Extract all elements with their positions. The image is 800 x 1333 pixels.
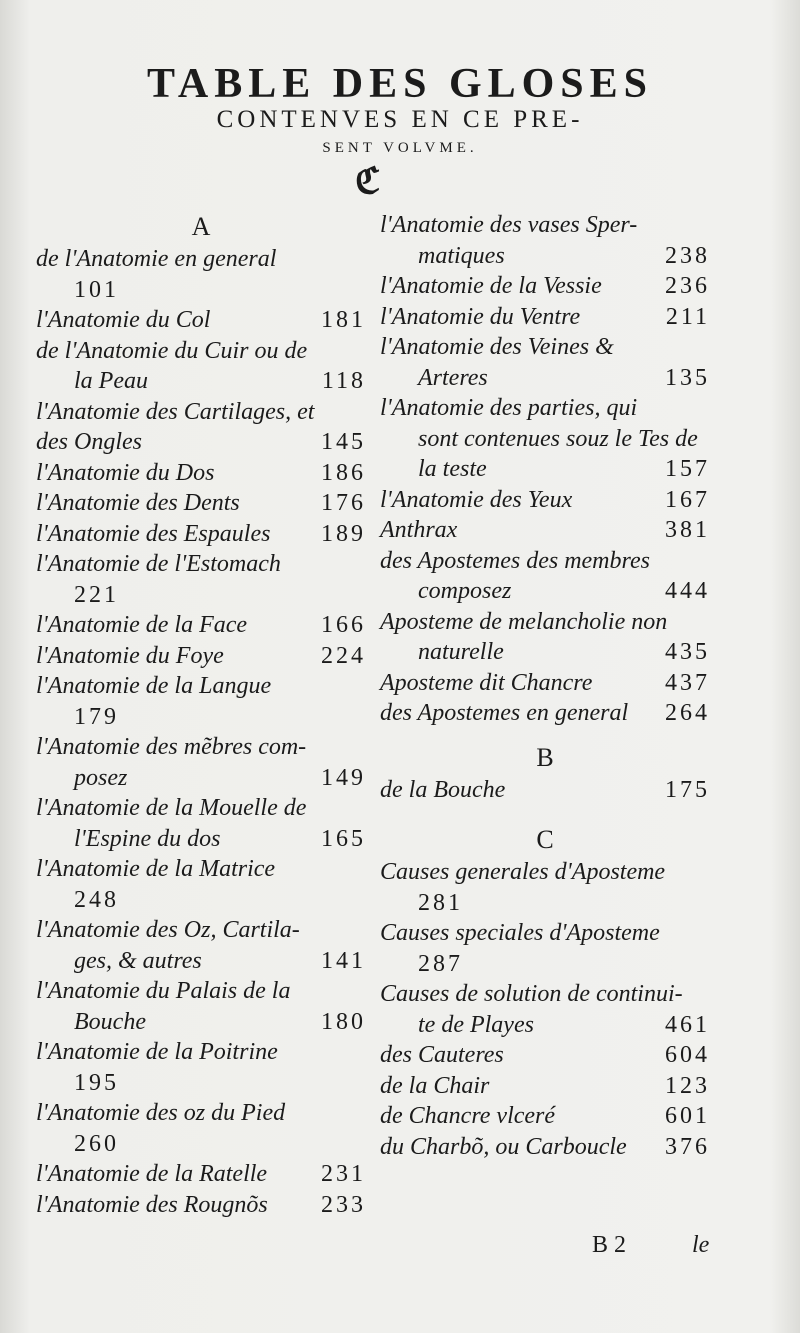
index-entry	[36, 397, 366, 428]
entry-page-number: 189	[321, 520, 366, 547]
index-entry	[380, 1010, 710, 1041]
entry-page-number: 381	[665, 517, 710, 543]
entry-text: Causes generales d'Aposteme	[380, 859, 666, 885]
entry-page-number: 231	[321, 1161, 366, 1187]
index-entry	[36, 336, 366, 367]
entry-text: composez	[418, 578, 512, 604]
entry-text: naturelle	[418, 639, 504, 665]
left-entry-list	[36, 244, 366, 1220]
entry-page-number: 435	[665, 639, 710, 665]
index-entry	[380, 1040, 710, 1071]
index-entry	[380, 857, 710, 888]
index-entry	[36, 244, 366, 275]
index-entry	[380, 888, 710, 919]
entry-text: de la Chair	[380, 1072, 490, 1099]
entry-text: l'Anatomie du Palais de la	[36, 978, 291, 1004]
entry-page-number: 224	[321, 642, 366, 669]
index-entry	[36, 549, 366, 580]
entry-text: l'Anatomie des oz du Pied	[36, 1100, 286, 1126]
entry-page-number: 195	[74, 1069, 119, 1096]
index-entry	[380, 1132, 710, 1163]
entry-page-number: 376	[665, 1133, 710, 1160]
index-entry	[36, 671, 366, 702]
index-entry	[380, 485, 710, 516]
index-entry	[380, 454, 710, 485]
section-letter-c: C	[536, 825, 554, 854]
index-entry	[380, 210, 710, 241]
entry-page-number: 101	[74, 276, 119, 303]
entry-text: l'Anatomie des Oz, Cartila-	[36, 917, 300, 943]
index-entry	[380, 302, 710, 333]
entry-text: l'Anatomie du Foye	[36, 642, 224, 669]
entry-page-number: 211	[665, 303, 710, 330]
entry-page-number: 179	[74, 703, 119, 730]
section-letter-a: A	[191, 212, 211, 241]
entry-text: de l'Anatomie en general	[36, 246, 277, 272]
entry-page-number: 260	[74, 1130, 119, 1157]
index-entry	[36, 366, 366, 397]
entry-page-number: 444	[665, 578, 710, 604]
index-entry	[380, 1101, 710, 1132]
entry-text: l'Anatomie du Dos	[36, 459, 215, 486]
entry-page-number: 264	[665, 700, 710, 726]
left-column	[36, 210, 366, 1220]
index-entry	[380, 546, 710, 577]
entry-page-number: 145	[321, 429, 366, 455]
entry-text: de la Bouche	[380, 776, 506, 803]
index-entry	[36, 915, 366, 946]
index-entry	[36, 702, 366, 733]
index-entry	[36, 824, 366, 855]
entry-page-number: 186	[321, 459, 366, 486]
entry-text: Anthrax	[380, 517, 458, 543]
page-subtitle-cont: SENT VOLVME.	[322, 140, 478, 156]
index-entry	[36, 610, 366, 641]
index-entry	[36, 946, 366, 977]
index-entry	[36, 763, 366, 794]
index-entry	[36, 1037, 366, 1068]
entry-page-number: 221	[74, 581, 119, 608]
right-entry-list-c	[380, 857, 710, 1162]
page-footer	[592, 1232, 729, 1259]
index-entry	[36, 1098, 366, 1129]
index-entry	[380, 1071, 710, 1102]
index-entry	[36, 1068, 366, 1099]
index-entry	[380, 241, 710, 272]
index-entry	[36, 1007, 366, 1038]
index-entry	[36, 885, 366, 916]
entry-text: l'Anatomie de la Face	[36, 612, 248, 638]
index-entry	[36, 580, 366, 611]
entry-page-number: 236	[665, 273, 710, 299]
entry-text: l'Anatomie des Yeux	[380, 486, 573, 513]
ornament-glyph: ℭ	[355, 161, 381, 201]
entry-page-number: 141	[321, 947, 366, 974]
entry-text: l'Espine du dos	[74, 825, 221, 852]
entry-text: Aposteme de melancholie non	[380, 608, 668, 635]
entry-page-number: 166	[321, 612, 366, 638]
catchword: le	[692, 1232, 710, 1258]
index-entry	[380, 979, 710, 1010]
entry-page-number: 176	[321, 490, 366, 516]
index-entry	[380, 949, 710, 980]
index-entry	[36, 1129, 366, 1160]
entry-text: l'Anatomie du Col	[36, 307, 211, 333]
entry-page-number: 287	[418, 950, 463, 977]
page-title: TABLE DES GLOSES	[146, 61, 654, 107]
index-entry	[36, 732, 366, 763]
right-entry-list-b	[380, 775, 710, 806]
entry-page-number: 135	[665, 364, 710, 391]
entry-text: l'Anatomie des parties, qui	[380, 395, 638, 421]
entry-text: Bouche	[74, 1008, 146, 1035]
entry-page-number: 437	[665, 669, 710, 696]
index-entry	[380, 698, 710, 729]
entry-page-number: 238	[665, 242, 710, 269]
index-entry	[36, 275, 366, 306]
entry-page-number: 118	[321, 368, 366, 394]
entry-text: posez	[74, 764, 128, 791]
signature-mark: B 2	[592, 1232, 627, 1258]
entry-text: l'Anatomie du Ventre	[380, 303, 581, 330]
right-column	[380, 210, 710, 1162]
entry-text: des Ongles	[36, 429, 142, 455]
index-entry	[380, 607, 710, 638]
entry-text: la Peau	[74, 368, 148, 394]
entry-text: Causes de solution de continui-	[380, 981, 683, 1007]
entry-page-number: 180	[321, 1008, 366, 1035]
entry-page-number: 149	[321, 764, 366, 791]
index-entry	[380, 918, 710, 949]
right-entry-list-a	[380, 210, 710, 729]
entry-text: l'Anatomie de la Mouelle de	[36, 795, 307, 821]
entry-page-number: 167	[665, 486, 710, 513]
entry-text: de Chancre vlceré	[380, 1103, 556, 1129]
entry-text: du Charbõ, ou Carboucle	[380, 1133, 627, 1160]
index-entry	[36, 488, 366, 519]
entry-text: l'Anatomie de la Ratelle	[36, 1161, 268, 1187]
entry-text: Aposteme dit Chancre	[380, 669, 593, 696]
section-letter-b: B	[536, 742, 554, 772]
entry-page-number: 157	[665, 456, 710, 482]
entry-page-number: 181	[321, 307, 366, 333]
entry-text: des Cauteres	[380, 1042, 504, 1068]
index-entry	[36, 976, 366, 1007]
entry-page-number: 461	[665, 1011, 710, 1038]
index-entry	[380, 576, 710, 607]
entry-text: l'Anatomie de la Langue	[36, 673, 272, 699]
entry-text: l'Anatomie des Veines &	[380, 334, 614, 360]
index-entry	[380, 637, 710, 668]
entry-page-number: 123	[665, 1072, 710, 1099]
entry-page-number: 248	[74, 886, 119, 913]
entry-text: te de Playes	[418, 1011, 534, 1038]
index-entry	[36, 793, 366, 824]
page-subtitle: CONTENVES EN CE PRE-	[216, 106, 584, 133]
entry-page-number: 604	[665, 1042, 710, 1068]
index-entry	[380, 332, 710, 363]
index-entry	[380, 271, 710, 302]
entry-text: l'Anatomie des Espaules	[36, 520, 271, 547]
entry-page-number: 281	[418, 889, 463, 916]
entry-text: l'Anatomie de la Vessie	[380, 273, 602, 299]
index-entry	[36, 1190, 366, 1221]
entry-text: l'Anatomie des mẽbres com-	[36, 734, 307, 760]
entry-text: ges, & autres	[74, 947, 202, 974]
entry-text: des Apostemes des membres	[380, 547, 650, 574]
index-entry	[36, 458, 366, 489]
index-entry	[380, 775, 710, 806]
index-entry	[380, 515, 710, 546]
entry-text: des Apostemes en general	[380, 700, 629, 726]
index-entry	[380, 393, 710, 424]
entry-text: la teste	[418, 456, 487, 482]
index-entry	[380, 363, 710, 394]
index-entry	[36, 519, 366, 550]
entry-page-number: 165	[321, 825, 366, 852]
entry-text: l'Anatomie de la Poitrine	[36, 1039, 278, 1065]
index-entry	[36, 305, 366, 336]
entry-text: l'Anatomie des Dents	[36, 490, 240, 516]
entry-text: matiques	[418, 242, 505, 269]
index-entry	[380, 424, 710, 455]
entry-text: Causes speciales d'Aposteme	[380, 920, 660, 946]
index-entry	[380, 668, 710, 699]
entry-page-number: 233	[321, 1191, 366, 1218]
entry-text: sont contenues souz le Tes de	[418, 425, 698, 452]
entry-text: l'Anatomie des vases Sper-	[380, 212, 638, 238]
index-entry	[36, 641, 366, 672]
entry-page-number: 175	[665, 776, 710, 803]
entry-text: l'Anatomie des Cartilages, et	[36, 398, 315, 425]
entry-text: l'Anatomie de l'Estomach	[36, 551, 281, 577]
entry-page-number: 601	[665, 1103, 710, 1129]
entry-text: l'Anatomie de la Matrice	[36, 856, 276, 882]
index-entry	[36, 1159, 366, 1190]
entry-text: Arteres	[418, 364, 488, 391]
index-entry	[36, 427, 366, 458]
index-entry	[36, 854, 366, 885]
entry-text: l'Anatomie des Rougnõs	[36, 1191, 268, 1218]
entry-text: de l'Anatomie du Cuir ou de	[36, 337, 308, 364]
